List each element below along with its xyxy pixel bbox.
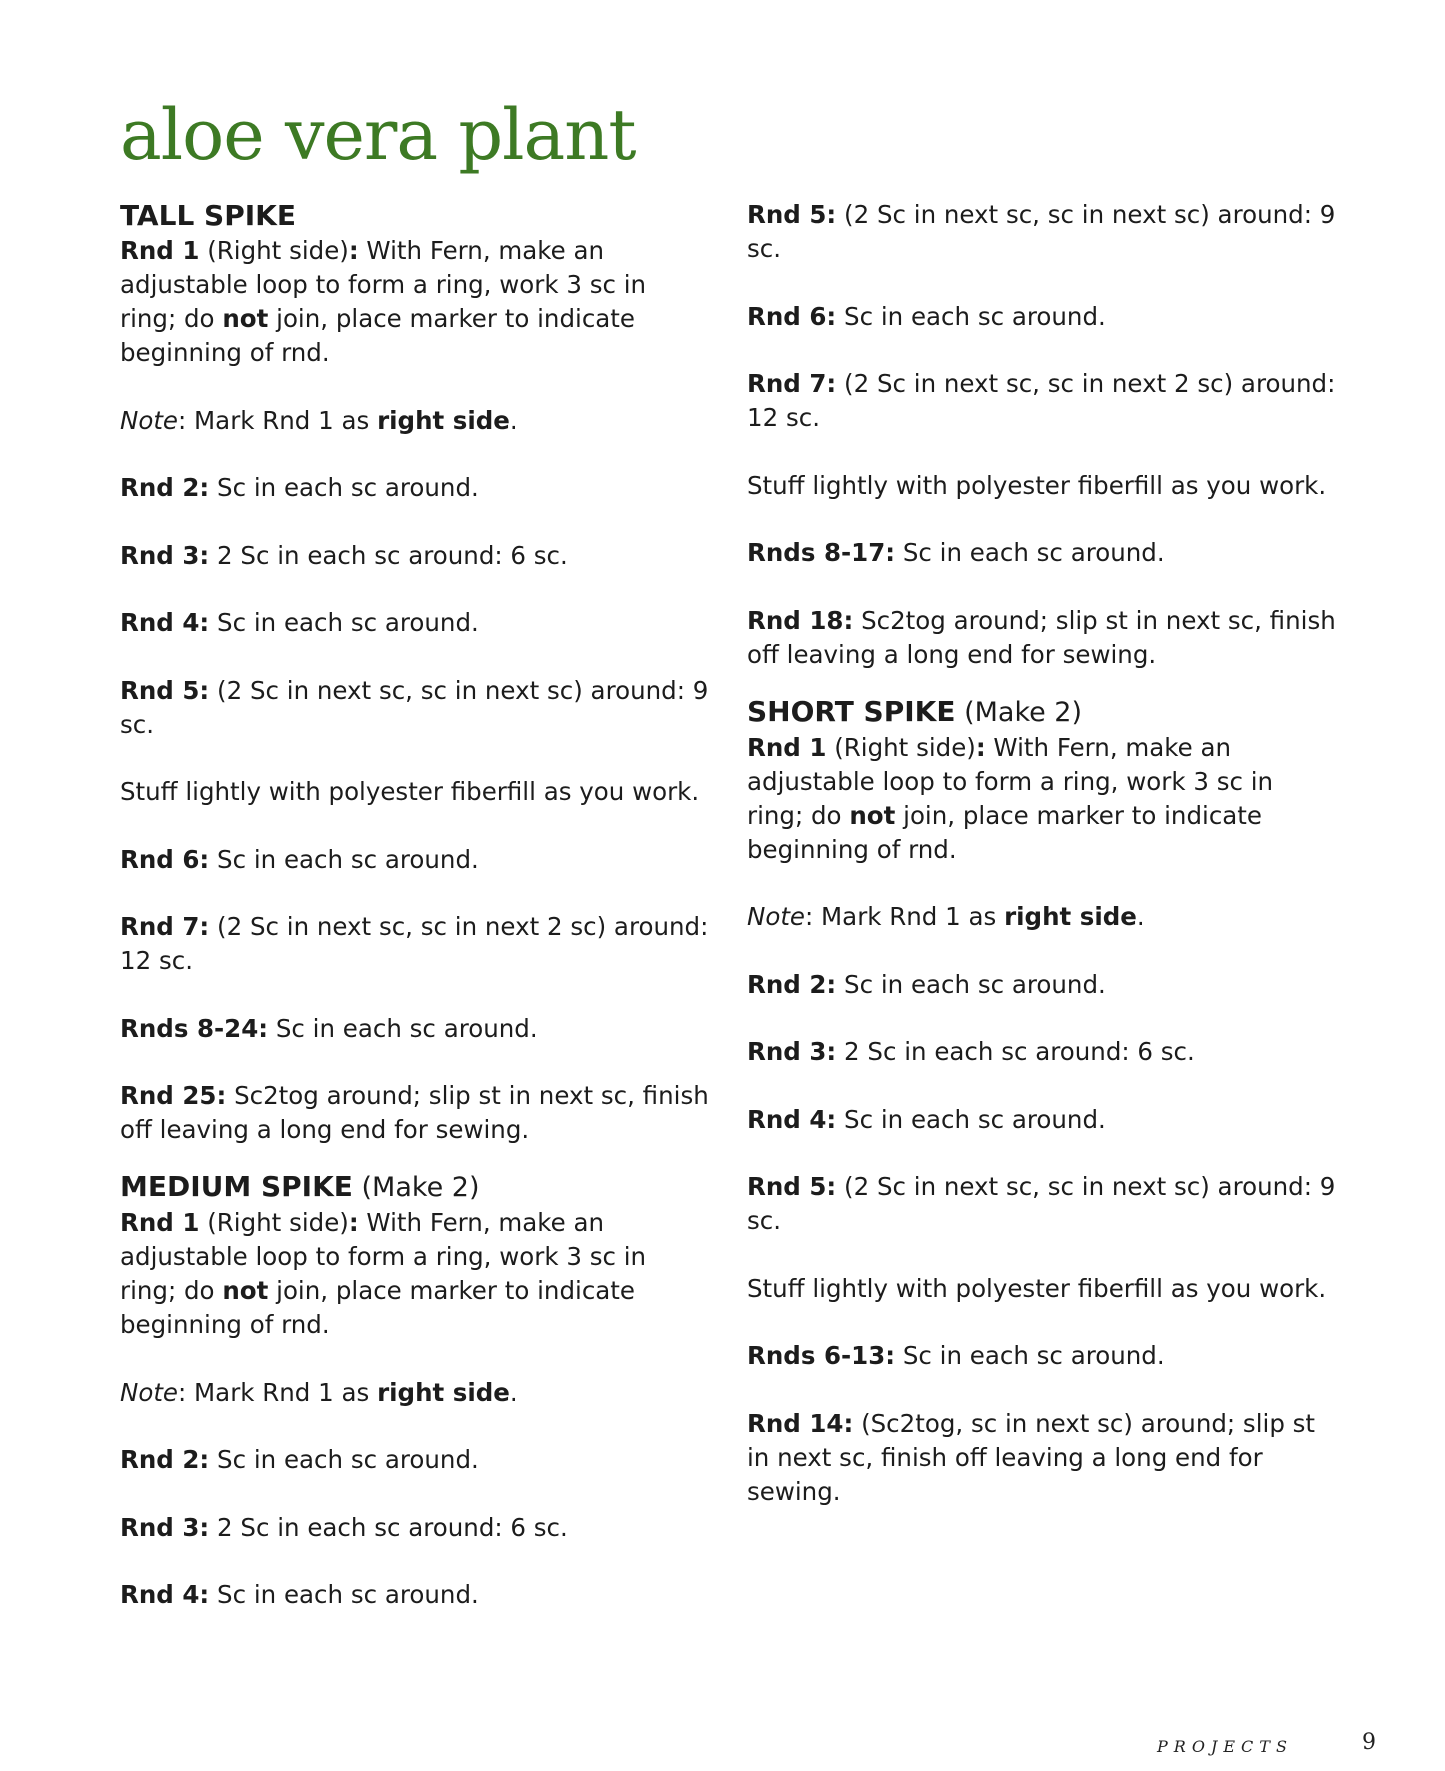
tall-spike-heading <box>120 198 710 234</box>
medium-rnd-5 <box>747 198 1337 266</box>
tall-rnd-5-text: (2 Sc in next sc, sc in next sc) around: 9 sc. <box>120 675 709 739</box>
short-rnd-5 <box>747 1170 1337 1238</box>
tall-note-text-a: : Mark Rnd 1 as <box>178 405 378 435</box>
medium-rnd-5-label: Rnd 5: <box>747 200 837 229</box>
medium-rnd-6 <box>747 300 1337 334</box>
tall-rnd-25-label: Rnd 25: <box>120 1081 227 1110</box>
medium-rnds-8-17-text: Sc in each sc around. <box>895 538 1165 567</box>
short-rnd-4-label: Rnd 4: <box>747 1104 837 1134</box>
medium-note-right-side: right side <box>377 1377 510 1407</box>
short-note-text-a: : Mark Rnd 1 as <box>805 902 1005 931</box>
short-spike-heading-text: SHORT SPIKE <box>747 694 956 728</box>
medium-rnd-3 <box>120 1511 710 1545</box>
tall-note-text-b: . <box>509 405 518 435</box>
short-rnds-6-13 <box>747 1339 1337 1373</box>
tall-rnds-8-24-label: Rnds 8-24: <box>120 1013 269 1043</box>
short-note <box>747 900 1337 934</box>
tall-rnd-3-label: Rnd 3: <box>120 540 210 570</box>
short-note-right-side: right side <box>1004 902 1137 931</box>
short-rnd-1-not: not <box>849 800 896 830</box>
medium-rnd-18 <box>747 604 1337 672</box>
tall-rnd-4 <box>120 606 710 640</box>
short-rnd-2 <box>747 968 1337 1002</box>
medium-rnd-6-text: Sc in each sc around. <box>836 301 1106 331</box>
medium-rnd-1-text-a: With Fern, make an adjustable loop to form a ring, work 3 sc in ring; do <box>120 1208 647 1305</box>
short-rnd-2-text: Sc in each sc around. <box>836 969 1106 999</box>
tall-rnd-4-label: Rnd 4: <box>120 608 210 637</box>
medium-rnd-1-text-b: join, place marker to indicate beginning of rnd. <box>120 1276 635 1339</box>
short-stuff: Stuff lightly with polyester fiberfill as you work. <box>747 1273 1327 1303</box>
short-note-text-b: . <box>1136 902 1145 931</box>
tall-rnd-5 <box>120 674 710 742</box>
tall-rnd-7 <box>120 910 710 978</box>
tall-rnd-5-label: Rnd 5: <box>120 675 210 705</box>
short-rnd-14-text: (Sc2tog, sc in next sc) around; slip st in next sc, finish off leaving a long end for sewing. <box>747 1408 1316 1506</box>
short-spike-heading <box>747 694 1337 731</box>
tall-rnd-2-label: Rnd 2: <box>120 473 210 502</box>
short-rnd-4 <box>747 1103 1337 1137</box>
medium-rnd-1 <box>120 1206 710 1342</box>
right-column <box>747 198 1337 1542</box>
short-rnd-3-label: Rnd 3: <box>747 1037 837 1066</box>
tall-rnd-1 <box>120 234 710 370</box>
medium-note-label: Note <box>120 1377 178 1407</box>
tall-stuff: Stuff lightly with polyester fiberfill as you work. <box>120 777 700 806</box>
short-rnd-5-label: Rnd 5: <box>747 1172 837 1201</box>
tall-rnd-6 <box>120 843 710 877</box>
medium-spike-heading <box>120 1169 710 1206</box>
tall-rnd-2-text: Sc in each sc around. <box>209 473 479 502</box>
tall-rnd-4-text: Sc in each sc around. <box>209 608 479 637</box>
short-rnd-1-label: Rnd 1 <box>747 732 827 762</box>
medium-spike-heading-text: MEDIUM SPIKE <box>120 1170 353 1203</box>
tall-rnd-3-text: 2 Sc in each sc around: 6 sc. <box>209 540 568 570</box>
short-rnd-5-text: (2 Sc in next sc, sc in next sc) around: 9 sc. <box>747 1172 1336 1235</box>
left-column <box>120 198 710 1646</box>
medium-rnd-4 <box>120 1578 710 1612</box>
tall-rnd-7-text: (2 Sc in next sc, sc in next 2 sc) around: 12 sc. <box>120 912 709 975</box>
medium-rnd-1-label: Rnd 1 <box>120 1208 200 1237</box>
tall-note-label: Note <box>120 405 178 435</box>
medium-rnd-1-not: not <box>222 1276 269 1305</box>
short-rnd-3 <box>747 1035 1337 1069</box>
medium-rnd-2-label: Rnd 2: <box>120 1445 210 1474</box>
medium-rnd-18-text: Sc2tog around; slip st in next sc, finish off leaving a long end for sewing. <box>747 605 1336 669</box>
tall-rnd-1-not: not <box>222 304 269 333</box>
short-rnd-4-text: Sc in each sc around. <box>836 1104 1106 1134</box>
medium-rnd-6-label: Rnd 6: <box>747 301 837 331</box>
medium-rnd-3-text: 2 Sc in each sc around: 6 sc. <box>209 1512 568 1542</box>
tall-rnd-25-text: Sc2tog around; slip st in next sc, finish off leaving a long end for sewing. <box>120 1081 709 1144</box>
tall-spike-heading-text: TALL SPIKE <box>120 199 296 232</box>
medium-rnd-4-label: Rnd 4: <box>120 1580 210 1609</box>
medium-note-text-b: . <box>509 1377 518 1407</box>
short-rnd-3-text: 2 Sc in each sc around: 6 sc. <box>836 1037 1195 1066</box>
short-spike-make: (Make 2) <box>955 696 1083 728</box>
medium-rnd-18-label: Rnd 18: <box>747 605 854 635</box>
medium-rnd-7-label: Rnd 7: <box>747 369 837 398</box>
tall-rnd-25 <box>120 1079 710 1147</box>
tall-rnd-2 <box>120 471 710 505</box>
medium-note <box>120 1376 710 1410</box>
medium-rnd-4-text: Sc in each sc around. <box>209 1580 479 1609</box>
short-rnd-1 <box>747 731 1337 867</box>
medium-rnd-7 <box>747 367 1337 435</box>
tall-rnd-1-colon: : <box>348 236 359 265</box>
medium-spike-make: (Make 2) <box>352 1172 480 1203</box>
short-rnds-6-13-label: Rnds 6-13: <box>747 1341 896 1370</box>
tall-rnd-7-label: Rnd 7: <box>120 912 210 941</box>
short-rnd-14-label: Rnd 14: <box>747 1408 854 1438</box>
medium-rnd-2 <box>120 1443 710 1477</box>
tall-rnd-1-right-side: (Right side) <box>199 236 349 265</box>
tall-rnds-8-24-text: Sc in each sc around. <box>268 1013 538 1043</box>
short-rnd-14 <box>747 1407 1337 1509</box>
short-rnd-2-label: Rnd 2: <box>747 969 837 999</box>
medium-rnd-1-right-side: (Right side) <box>199 1208 349 1237</box>
short-rnd-1-right-side: (Right side) <box>826 732 976 762</box>
page-number: 9 <box>1362 1730 1376 1755</box>
medium-rnd-7-text: (2 Sc in next sc, sc in next 2 sc) around: 12 sc. <box>747 369 1336 432</box>
tall-rnd-3 <box>120 539 710 573</box>
tall-rnd-1-label: Rnd 1 <box>120 236 200 265</box>
short-rnd-1-colon: : <box>975 732 986 762</box>
footer-section-label: PROJECTS <box>1157 1737 1293 1756</box>
short-rnds-6-13-text: Sc in each sc around. <box>895 1341 1165 1370</box>
tall-rnd-1-text-a: With Fern, make an adjustable loop to form a ring, work 3 sc in ring; do <box>120 236 647 333</box>
page-title: aloe vera plant <box>120 94 636 176</box>
medium-stuff: Stuff lightly with polyester fiberfill as you work. <box>747 470 1327 500</box>
tall-rnd-6-text: Sc in each sc around. <box>209 844 479 874</box>
short-rnd-1-text-a: With Fern, make an adjustable loop to form a ring, work 3 sc in ring; do <box>747 732 1274 830</box>
medium-rnd-3-label: Rnd 3: <box>120 1512 210 1542</box>
short-note-label: Note <box>747 902 805 931</box>
short-rnd-1-text-b: join, place marker to indicate beginning of rnd. <box>747 800 1262 864</box>
tall-note <box>120 404 710 438</box>
tall-rnds-8-24 <box>120 1012 710 1046</box>
tall-rnd-6-label: Rnd 6: <box>120 844 210 874</box>
medium-rnd-1-colon: : <box>348 1208 359 1237</box>
medium-rnd-2-text: Sc in each sc around. <box>209 1445 479 1474</box>
medium-note-text-a: : Mark Rnd 1 as <box>178 1377 378 1407</box>
tall-note-right-side: right side <box>377 405 510 435</box>
medium-rnds-8-17-label: Rnds 8-17: <box>747 538 896 567</box>
medium-rnd-5-text: (2 Sc in next sc, sc in next sc) around: 9 sc. <box>747 200 1336 263</box>
tall-rnd-1-text-b: join, place marker to indicate beginning of rnd. <box>120 304 635 367</box>
medium-rnds-8-17 <box>747 536 1337 570</box>
